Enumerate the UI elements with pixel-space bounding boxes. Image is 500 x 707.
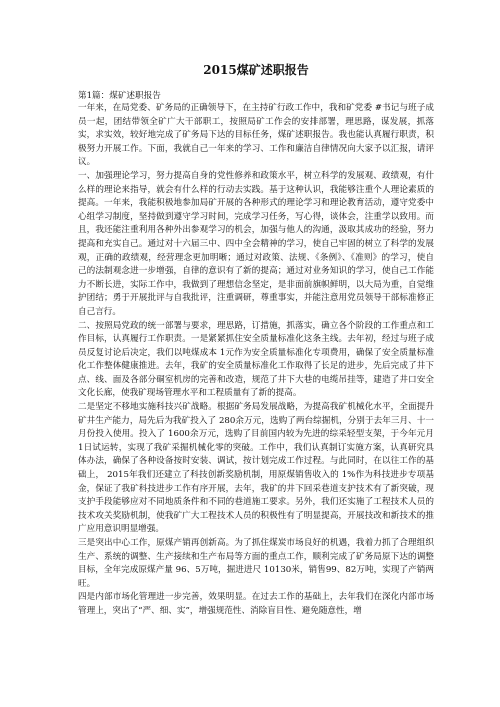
document-title: 2015煤矿述职报告 (203, 63, 309, 77)
paragraph-market-management: 四是内部市场化管理进一步完善，效果明显。在过去工作的基础上，去年我们在深化内部市场管理上，突出了“严、细、实”，增强规范性、消除盲目性、避免随意性，增 (78, 592, 434, 616)
paragraph-safety-quality: 二、按照局党政的统一部署与要求，理思路，订措施，抓落实，确立各个阶段的工作重点和工作目标，认真履行工作职责。一是紧紧抓住安全质量标准化这条主线。去年初，经过与班子成员反复讨论后决定，我们以吨煤成本 1元作为安全质量标准化专项费用，确保了安全质量标准化工作整体健康推进。去年，我矿的安全质量标准化工作取得了长足的进步，先后完成了井下点、线、面及各部分硐室机房的完善和改造，规范了井下大巷的电缆吊挂等，建造了井口安全文化长廊，使我矿现场管理水平和工程质量有了新的提高。 (78, 320, 434, 399)
paragraph-technology: 二是坚定不移地实施科技兴矿战略。根据矿务局发展战略，为提高我矿机械化水平，全面提升矿井生产能力，局先后为我矿投入了 280余万元，选购了两台综掘机，分别于去年三月、十一月份投入使用。投入了 1600余万元，选购了目前国内较为先进的综采轻型支架，于今年元月 1日试运转，实现了我矿采掘机械化零的突破。工作中，我们认真制订实施方案，认真研究具体办法，确保了各种设备按时安装、调试，按计划完成工作过程。与此同时，在以往工作的基础上， 2015年我们还建立了科技创新奖励机制，用原煤销售收入的 1%作为科技进步专项基金，保证了我矿科技进步工作有序开展，去年，我矿的井下回采巷道支护技术有了新突破，现支护手段能够应对不同地质条件和不同的巷道施工要求。另外，我们还实施了工程技术人员的技术攻关奖励机制，使我矿广大工程技术人员的积极性有了明显提高，开展技改和新技术的推广应用意识明显增强。 (78, 402, 434, 535)
paragraph-theory-study: 一、加强理论学习，努力提高自身的党性修养和政策水平，树立科学的发展观、政绩观，有什么样的理论来指导，就会有什么样的行动去实践。基于这种认识，我能够注重个人理论素质的提高。一年来，我能积极地参加局矿开展的各种形式的理论学习和理论教育活动，遵守党委中心组学习制度，坚持做到遵守学习时间，完成学习任务，写心得，谈体会，注重学以致用。而且，我还能注重利用各种外出参观学习的机会，加强与他人的沟通，汲取其成功的经验，努力提高和充实自己。通过对十六届三中、四中全会精神的学习，使自己牢固的树立了科学的发展观，正确的政绩观，经营理念更加明晰；通过对政策、法规、《条例》、《准则》的学习，使自己的法制观念进一步增强，自律的意识有了新的提高；通过对业务知识的学习，使自己工作能力不断长进，实际工作中，我做到了理想信念坚定，是非面前旗帜鲜明，以大局为重，自觉维护团结；勇于开展批评与自我批评，注重调研，尊重事实，并能注意用党员领导干部标准修正自己言行。 (78, 170, 434, 317)
paragraph-intro: 一年来，在局党委、矿务局的正确领导下，在主持矿行政工作中，我和矿党委 #书记与班子成员一起，团结带领全矿广大干部职工，按照局矿工作会的安排部署，理思路，谋发展，抓落实，求实效，较好地完成了矿务局下达的目标任务，煤矿述职报告。我也能认真履行职责，积极努力开展工作。下面，我就自己一年来的学习、工作和廉洁自律情况向大家予以汇报，请评议。 (78, 103, 434, 168)
paragraph-production: 三是突出中心工作，原煤产销再创新高。为了抓住煤炭市场良好的机遇，我着力抓了合理组织生产、系统的调整、生产接续和生产布局等方面的重点工作，顺利完成了矿务局原下达的调整目标，全年完成原煤产量 96、5万吨，掘进进尺 10130米，销售99、82万吨，实现了产销两旺。 (78, 538, 434, 589)
section-heading: 第1篇：煤矿述职报告 (78, 91, 161, 101)
